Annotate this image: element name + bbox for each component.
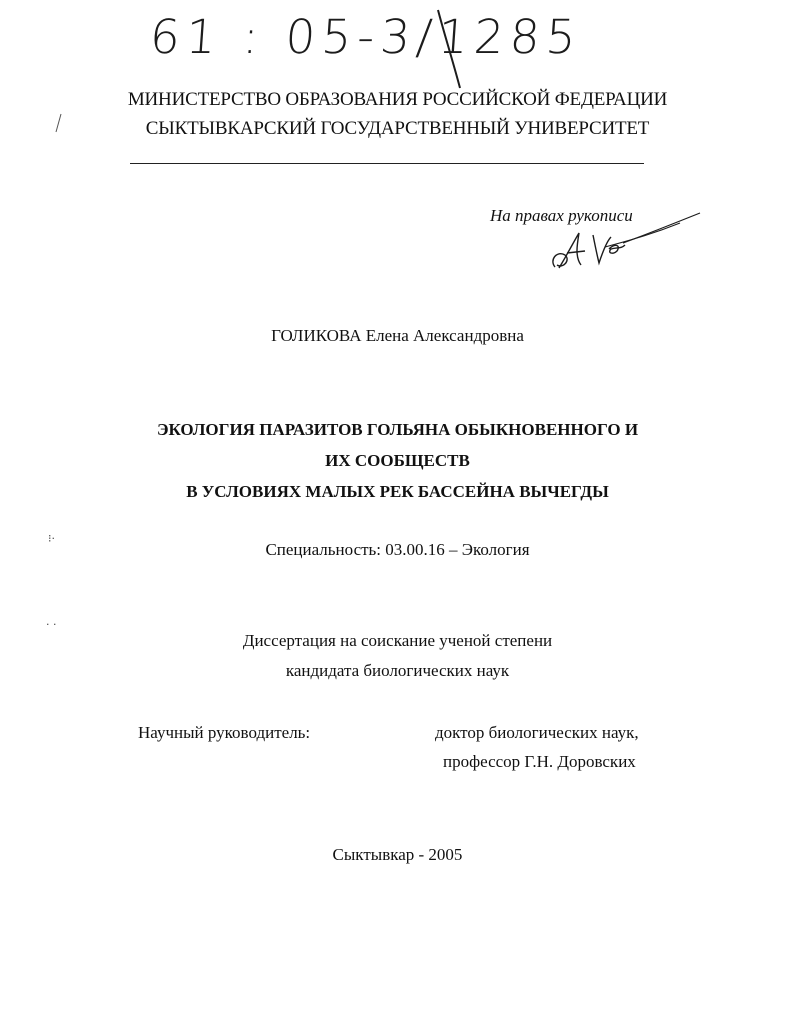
supervisor-name: профессор Г.Н. Доровских xyxy=(443,752,636,771)
university-heading: СЫКТЫВКАРСКИЙ ГОСУДАРСТВЕННЫЙ УНИВЕРСИТЕТ xyxy=(145,118,650,139)
rights-note: На правах рукописи xyxy=(490,206,633,225)
dissertation-title-line-3: В УСЛОВИЯХ МАЛЫХ РЕК БАССЕЙНА ВЫЧЕГДЫ xyxy=(186,482,609,501)
scan-speck-dot: ⁝· xyxy=(48,532,55,545)
header-divider xyxy=(130,163,644,164)
archive-code-handwritten: 61 : 05-3/1285 xyxy=(148,10,584,65)
dissertation-title-line-1: ЭКОЛОГИЯ ПАРАЗИТОВ ГОЛЬЯНА ОБЫКНОВЕННОГО И xyxy=(156,420,639,439)
dissertation-purpose-line-1: Диссертация на соискание ученой степени xyxy=(242,631,553,650)
handwritten-signature xyxy=(545,205,705,280)
specialty: Специальность: 03.00.16 – Экология xyxy=(265,540,530,559)
ministry-heading: МИНИСТЕРСТВО ОБРАЗОВАНИЯ РОССИЙСКОЙ ФЕДЕРАЦИИ xyxy=(127,89,668,110)
author-name: ГОЛИКОВА Елена Александровна xyxy=(271,326,524,345)
city-year: Сыктывкар - 2005 xyxy=(332,845,463,864)
dissertation-purpose-line-2: кандидата биологических наук xyxy=(285,661,510,680)
scan-speck-mark xyxy=(52,112,64,134)
supervisor-degree: доктор биологических наук, xyxy=(435,723,639,742)
scan-speck-dot: · · xyxy=(46,618,57,631)
dissertation-title-line-2: ИХ СООБЩЕСТВ xyxy=(325,451,470,470)
handwritten-slash-mark xyxy=(430,8,490,93)
supervisor-label: Научный руководитель: xyxy=(138,723,311,742)
